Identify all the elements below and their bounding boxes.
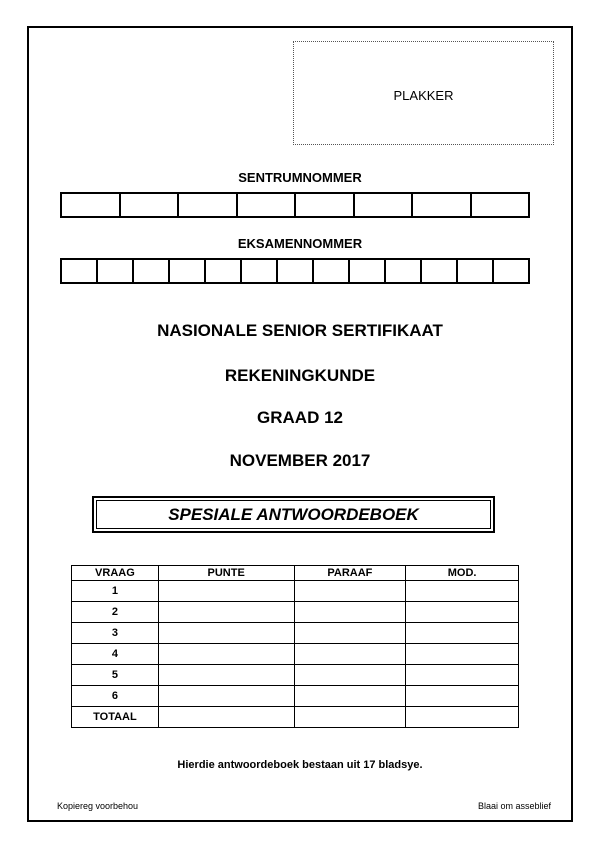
marks-cell[interactable] [158,686,294,707]
initial-cell[interactable] [294,707,406,728]
initial-cell[interactable] [294,686,406,707]
question-number: 4 [72,644,159,665]
exam-number-digit-box[interactable] [278,260,314,282]
exam-number-digit-box[interactable] [494,260,528,282]
exam-number-digit-box[interactable] [422,260,458,282]
moderation-cell[interactable] [406,707,519,728]
initial-cell[interactable] [294,602,406,623]
centre-number-digit-box[interactable] [238,194,297,216]
title-subject: REKENINGKUNDE [224,366,376,385]
marks-cell[interactable] [158,581,294,602]
table-row [72,686,519,707]
initial-cell[interactable] [294,644,406,665]
moderation-cell[interactable] [406,623,519,644]
table-row [72,581,519,602]
question-number: 5 [72,665,159,686]
exam-number-digit-box[interactable] [458,260,494,282]
header-moderation: MOD. [406,566,519,581]
exam-number-digit-box[interactable] [206,260,242,282]
question-number: 2 [72,602,159,623]
header-question: VRAAG [72,566,159,581]
table-row [72,623,519,644]
exam-number-digit-box[interactable] [134,260,170,282]
title-grade: GRAAD 12 [257,408,343,427]
centre-number-digit-box[interactable] [355,194,414,216]
initial-cell[interactable] [294,665,406,686]
centre-number-boxes[interactable] [60,192,530,218]
header-initial: PARAAF [294,566,406,581]
total-label: TOTAAL [72,707,159,728]
exam-number-digit-box[interactable] [386,260,422,282]
moderation-cell[interactable] [406,581,519,602]
special-answer-book-label: SPESIALE ANTWOORDEBOEK [96,500,491,529]
header-marks: PUNTE [158,566,294,581]
exam-number-digit-box[interactable] [350,260,386,282]
exam-number-digit-box[interactable] [242,260,278,282]
moderation-cell[interactable] [406,602,519,623]
moderation-cell[interactable] [406,644,519,665]
moderation-cell[interactable] [406,686,519,707]
initial-cell[interactable] [294,581,406,602]
footer-turn-page: Blaai om asseblief [477,801,551,811]
table-row-total [72,707,519,728]
marks-cell[interactable] [158,623,294,644]
table-row [72,665,519,686]
question-number: 1 [72,581,159,602]
table-row [72,644,519,665]
exam-number-boxes[interactable] [60,258,530,284]
centre-number-digit-box[interactable] [179,194,238,216]
exam-number-digit-box[interactable] [62,260,98,282]
table-row [72,602,519,623]
question-number: 3 [72,623,159,644]
footer-copyright: Kopiereg voorbehou [57,801,139,811]
exam-number-digit-box[interactable] [98,260,134,282]
exam-number-digit-box[interactable] [170,260,206,282]
special-answer-book-box [92,496,495,533]
centre-number-digit-box[interactable] [296,194,355,216]
sticker-box [293,41,554,145]
question-number: 6 [72,686,159,707]
sticker-label: PLAKKER [393,88,454,103]
table-header-row [72,566,519,581]
page-count-note: Hierdie antwoordeboek bestaan uit 17 bladsye. [177,759,423,771]
title-certificate: NASIONALE SENIOR SERTIFIKAAT [157,321,443,340]
marks-table [71,565,519,728]
marks-cell[interactable] [158,665,294,686]
initial-cell[interactable] [294,623,406,644]
exam-number-digit-box[interactable] [314,260,350,282]
centre-number-digit-box[interactable] [472,194,529,216]
centre-number-digit-box[interactable] [413,194,472,216]
centre-number-label: SENTRUMNOMMER [238,170,362,185]
marks-cell[interactable] [158,644,294,665]
centre-number-digit-box[interactable] [121,194,180,216]
marks-cell[interactable] [158,602,294,623]
centre-number-digit-box[interactable] [62,194,121,216]
marks-cell[interactable] [158,707,294,728]
exam-number-label: EKSAMENNOMMER [237,236,363,251]
title-date: NOVEMBER 2017 [229,451,371,470]
moderation-cell[interactable] [406,665,519,686]
